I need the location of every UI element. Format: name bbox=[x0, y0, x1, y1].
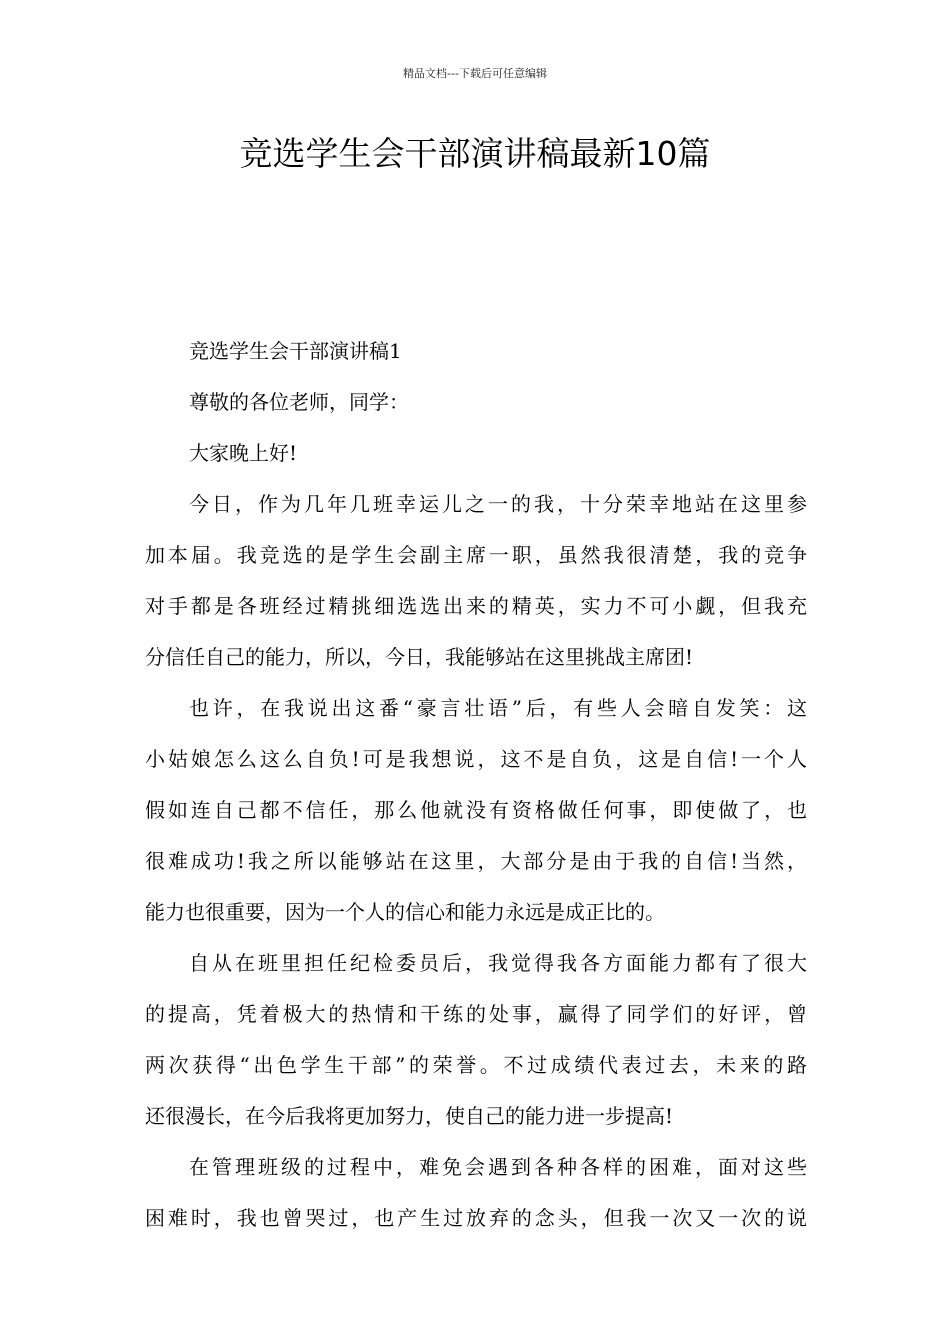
header-note: 精品文档---下载后可任意编辑 bbox=[403, 67, 547, 80]
body-line: 困难时，我也曾哭过，也产生过放弃的念头，但我一次又一次的说 bbox=[145, 1206, 807, 1230]
body-line: 两次获得“出色学生干部”的荣誉。不过成绩代表过去，未来的路 bbox=[145, 1053, 807, 1077]
body-line: 还很漫长，在今后我将更加努力，使自己的能力进一步提高! bbox=[145, 1104, 674, 1128]
body-line: 能力也很重要，因为一个人的信心和能力永远是成正比的。 bbox=[145, 900, 665, 924]
body-line: 的提高，凭着极大的热情和干练的处事，赢得了同学们的好评，曾 bbox=[145, 1002, 807, 1026]
body-line: 对手都是各班经过精挑细选选出来的精英，实力不可小觑，但我充 bbox=[145, 594, 807, 618]
body-line: 小姑娘怎么这么自负!可是我想说，这不是自负，这是自信!一个人 bbox=[145, 747, 807, 771]
body-line: 假如连自己都不信任，那么他就没有资格做任何事，即使做了，也 bbox=[145, 798, 807, 822]
body-line: 自从在班里担任纪检委员后，我觉得我各方面能力都有了很大 bbox=[189, 951, 807, 975]
body-line: 尊敬的各位老师，同学： bbox=[189, 390, 409, 414]
body-line: 今日，作为几年几班幸运儿之一的我，十分荣幸地站在这里参 bbox=[189, 492, 807, 516]
body-line: 大家晚上好! bbox=[189, 441, 298, 465]
body-line: 也许，在我说出这番“豪言壮语”后，有些人会暗自发笑：这 bbox=[189, 696, 807, 720]
document-title: 竞选学生会干部演讲稿最新10篇 bbox=[239, 134, 711, 173]
document-body bbox=[145, 326, 807, 1244]
body-line: 加本届。我竞选的是学生会副主席一职，虽然我很清楚，我的竞争 bbox=[145, 543, 807, 567]
body-line: 在管理班级的过程中，难免会遇到各种各样的困难，面对这些 bbox=[189, 1155, 807, 1179]
body-line: 很难成功!我之所以能够站在这里，大部分是由于我的自信!当然， bbox=[145, 849, 807, 873]
body-line: 分信任自己的能力，所以，今日，我能够站在这里挑战主席团! bbox=[145, 645, 694, 669]
body-line: 竞选学生会干部演讲稿1 bbox=[189, 339, 402, 363]
